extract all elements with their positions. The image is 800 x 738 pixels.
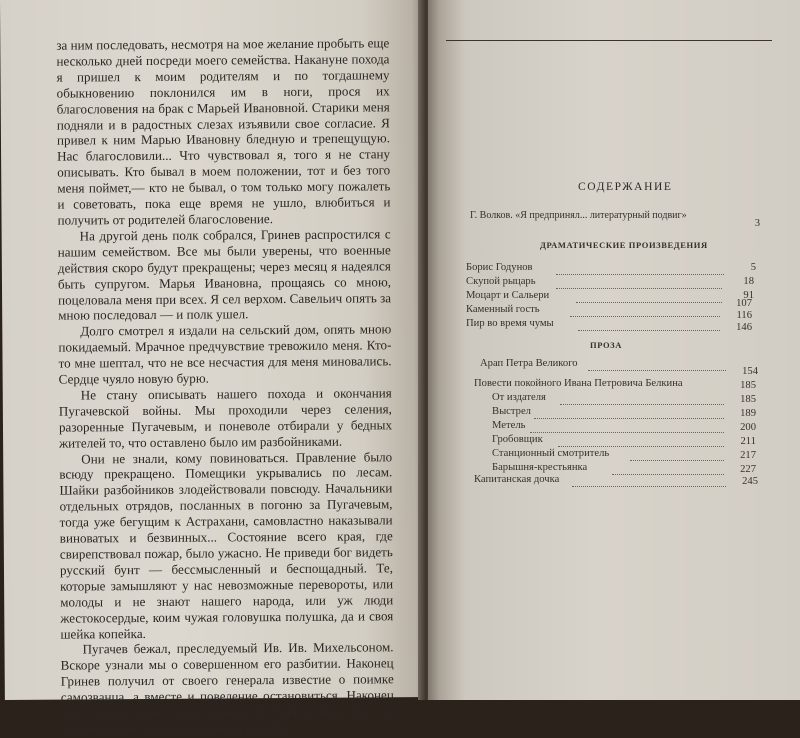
paragraph: за ним последовать, несмотря на мое желание пробыть еще несколько дней посреди моего семейства. Накануне похода я пришел к моим родителям и по тогдашнему обыкновению поклонился им в ноги, прося их благословения на брак с Марьей Ивановной. Старики меня подняли и в радостных слезах изъявили свое согласие. Я привел к ним Марью Ивановну бледную и трепещущую. Нас благословили... Что чувствовал я, того я не стану описывать. Кто бывал в моем положении, тот и без того меня поймет,— кто не бывал, о том только могу пожалеть и советовать, пока еще время не ушло, влюбиться и получить от родителей благословение. — [56, 35, 391, 228]
toc-page: 5 — [750, 262, 756, 273]
toc-entry: Борис Годунов — [466, 262, 533, 273]
toc-entry: Каменный гость — [466, 304, 540, 315]
toc-entry: Повести покойного Ивана Петровича Белкина — [474, 378, 683, 389]
leader-dots — [578, 330, 720, 331]
leader-dots — [534, 418, 724, 419]
toc-entry: Барышня-крестьянка — [492, 462, 588, 473]
toc-entry: Станционный смотритель — [492, 448, 610, 459]
leader-dots — [556, 288, 722, 289]
toc-page: 189 — [740, 408, 756, 419]
top-rule — [446, 40, 772, 41]
toc-title: СОДЕРЖАНИЕ — [578, 181, 673, 193]
toc-entry-intro: Г. Волков. «Я предпринял... литературный подвиг» — [470, 210, 687, 221]
leader-dots — [588, 370, 726, 371]
toc-entry: Гробовщик — [492, 434, 543, 445]
toc-page: 91 — [743, 290, 754, 301]
right-page — [428, 0, 800, 700]
toc-page: 116 — [736, 310, 752, 321]
section-heading-prose: ПРОЗА — [590, 340, 622, 350]
toc-page-intro: 3 — [754, 218, 760, 229]
toc-page: 185 — [740, 380, 756, 391]
toc-entry: Арап Петра Великого — [480, 358, 578, 369]
section-heading-drama: ДРАМАТИЧЕСКИЕ ПРОИЗВЕДЕНИЯ — [540, 240, 708, 250]
toc-entry: Скупой рыцарь — [466, 276, 536, 287]
leader-dots — [570, 316, 720, 317]
leader-dots — [530, 432, 724, 433]
paragraph: Они не знали, кому повиноваться. Правление было всюду прекращено. Помещики укрывались по лесам. Шайки разбойников злодействовали повсюду. Начальники отдельных отрядов, посланных в погоню за Пугачевым, тогда уже бегущим к Астрахани, самовластно наказывали виноватых и безвинных... Состояние всего края, где свирепствовал пожар, было ужасно. Не приведи бог видеть русский бунт — бессмысленный и беспощадный. Те, которые замышляют у нас невозможные перевороты, или молоды и не знают нашего народа, или уж люди жестокосердые, коим чужая головушка полушка, да и своя шейка копейка. — [59, 448, 394, 642]
toc-entry: Капитанская дочка — [474, 474, 560, 485]
toc-page: 18 — [743, 276, 754, 287]
toc-page: 185 — [740, 394, 756, 405]
paragraph: Не стану описывать нашего похода и окончания Пугачевской войны. Мы проходили через селения, разоренные Пугачевым, и поневоле отбирали у бедных жителей то, что оставлено было им разбойниками. — [58, 385, 393, 451]
leader-dots — [572, 486, 726, 487]
toc-page: 245 — [742, 476, 758, 487]
leader-dots — [558, 446, 724, 447]
toc-page: 211 — [740, 436, 756, 447]
toc-page: 154 — [742, 366, 758, 377]
leader-dots — [612, 474, 724, 475]
toc-page: 146 — [736, 322, 752, 333]
leader-dots — [556, 274, 724, 275]
toc-entry: Моцарт и Сальери — [466, 290, 550, 301]
leader-dots — [576, 302, 722, 303]
body-text — [56, 35, 394, 737]
toc-page: 200 — [740, 422, 756, 433]
toc-entry: Метель — [492, 420, 526, 431]
toc-page: 107 — [736, 298, 752, 309]
leader-dots — [630, 460, 724, 461]
toc-page: 227 — [740, 464, 756, 475]
paragraph: Долго смотрел я издали на сельский дом, опять мною покидаемый. Мрачное предчувствие тревожило меня. Кто-то мне шептал, что не все несчастия для меня миновались. Сердце чуяло новую бурю. — [58, 321, 392, 387]
toc-entry: Пир во время чумы — [466, 318, 554, 329]
paragraph: На другой день полк собрался, Гринев распростился с нашим семейством. Все мы были уверены, что военные действия скоро будут прекращены; через месяц я надеялся быть супругом. Марья Ивановна, прощаясь со мною, поцеловала меня при всех. Я сел верхом. Савельич опять за мною последовал — и полк ушел. — [57, 226, 392, 324]
paragraph: Пугачев бежал, преследуемый Ив. Ив. Михельсоном. Вскоре узнали мы о совершенном его разбитии. Наконец Гринев получил от своего генерала известие о поимке самозванца, а вместе и повеление остановиться. Наконец мне можно было ехать домой. Я был в восторге; но странное чувство омрачало мою радость. — [60, 639, 395, 737]
leader-dots — [560, 404, 724, 405]
toc-page: 217 — [740, 450, 756, 461]
toc-entry: От издателя — [492, 392, 546, 403]
toc-entry: Выстрел — [492, 406, 531, 417]
